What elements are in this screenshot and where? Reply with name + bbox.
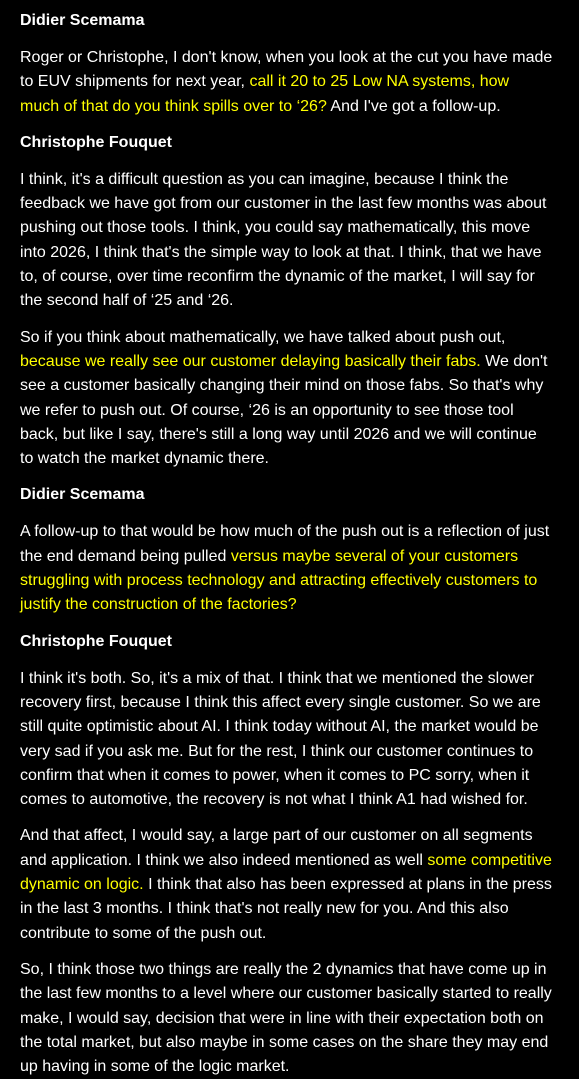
text-segment: make, I would say, decision that were in line with their expectation both on [20,1009,544,1027]
speaker-name: Didier Scemama [20,486,145,504]
text-line [20,897,559,921]
text-line [20,1031,559,1055]
text-line [20,350,559,374]
transcript-paragraph [20,326,559,472]
text-segment: I think it's both. So, it's a mix of that. I think that we mentioned the slower [20,669,534,687]
text-segment: very sad if you ask me. But for the rest, I think our customer continues to [20,742,534,760]
text-line [20,265,559,289]
text-segment: And I've got a follow-up. [326,97,501,115]
text-segment: the total market, but also maybe in some cases on the share they may end [20,1033,549,1051]
text-segment: feedback we have got from our customer in the last few months was about [20,195,547,213]
text-segment: still quite optimistic about AI. I think today without AI, the market would be [20,718,539,736]
text-segment: A follow-up to that would be how much of the push out is a reflection of just [20,523,550,541]
text-line [20,958,559,982]
transcript-paragraph [20,667,559,813]
text-segment: in the last 3 months. I think that's not really new for you. And this also [20,900,509,918]
text-segment: So, I think those two things are really the 2 dynamics that have come up in [20,960,547,978]
speaker-name: Didier Scemama [20,12,145,29]
text-line [20,922,559,946]
text-segment: to watch the market dynamic there. [20,450,269,468]
transcript-paragraph [20,168,559,314]
text-segment: see a customer basically changing their mind on those fabs. So that's why [20,377,544,395]
text-segment: pushing out those tools. I think, you could say mathematically, this move [20,219,531,237]
transcript-paragraph [20,46,559,119]
text-segment: the last few months to a level where our customer basically started to really [20,985,552,1003]
text-line [20,740,559,764]
text-line [20,216,559,240]
text-line [20,520,559,544]
transcript-paragraph [20,520,559,617]
text-line [20,982,559,1006]
text-segment: Roger or Christophe, I don't know, when you look at the cut you have made [20,49,553,66]
text-segment: And that affect, I would say, a large part of our customer on all segments [20,827,533,845]
text-line [20,788,559,812]
text-segment: we refer to push out. Of course, ‘26 is an opportunity to see those tool [20,401,514,419]
highlighted-text: versus maybe several of your customers [230,547,519,565]
text-line [20,46,559,70]
text-line [20,667,559,691]
highlighted-text: dynamic on logic. [20,876,144,894]
text-line [20,545,559,569]
text-line [20,447,559,471]
text-segment: contribute to some of the push out. [20,924,267,942]
text-line [20,824,559,848]
text-segment: back, but like I say, there's still a long way until 2026 and we will continue [20,425,537,443]
text-line [20,593,559,617]
text-line [20,95,559,119]
transcript-paragraph [20,958,559,1079]
text-line [20,1055,559,1079]
text-segment: I think, it's a difficult question as you can imagine, because I think the [20,170,509,188]
text-segment: to, of course, over time reconfirm the dynamic of the market, I will say for [20,268,535,286]
text-segment: the second half of ‘25 and ‘26. [20,292,234,310]
speaker-name: Christophe Fouquet [20,133,172,151]
text-line [20,691,559,715]
text-segment: and application. I think we also indeed mentioned as well [20,851,428,869]
text-line [20,192,559,216]
highlighted-text: justify the construction of the factories? [20,596,297,614]
highlighted-text: some competitive [427,851,552,869]
highlighted-text: much of that do you think spills over to ‘26? [20,97,327,115]
transcript-paragraph [20,824,559,945]
text-segment: So if you think about mathematically, we have talked about push out, [20,328,506,346]
text-line [20,241,559,265]
text-line [20,289,559,313]
text-line [20,423,559,447]
text-line [20,873,559,897]
highlighted-text: struggling with process technology and attracting effectively customers to [20,572,538,590]
text-segment: into 2026, I think that's the simple way to look at that. I think, that we have [20,243,542,261]
text-line [20,70,559,94]
text-line [20,764,559,788]
highlighted-text: call it 20 to 25 Low NA systems, how [249,73,510,91]
speaker-name: Christophe Fouquet [20,632,172,650]
text-line [20,326,559,350]
text-line [20,374,559,398]
text-line [20,168,559,192]
text-segment: confirm that when it comes to power, when it comes to PC sorry, when it [20,766,530,784]
text-segment: recovery first, because I think this affect every single customer. So we are [20,693,541,711]
text-segment: the end demand being pulled [20,547,231,565]
text-line [20,569,559,593]
text-segment: comes to automotive, the recovery is not what I think A1 had wished for. [20,791,528,809]
text-line [20,399,559,423]
text-segment: to EUV shipments for next year, [20,73,250,91]
highlighted-text: because we really see our customer delaying basically their fabs. [20,352,481,370]
text-line [20,849,559,873]
text-segment: We don't [480,352,548,370]
text-line [20,1007,559,1031]
text-segment: up having in some of the logic market. [20,1058,290,1076]
text-line [20,715,559,739]
text-segment: I think that also has been expressed at plans in the press [143,876,552,894]
